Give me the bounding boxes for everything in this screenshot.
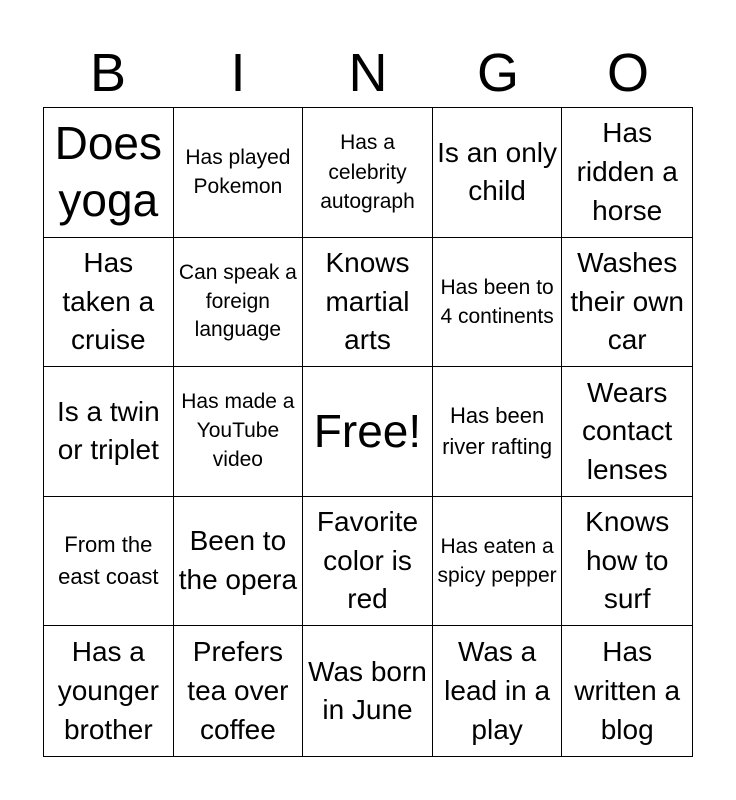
bingo-cell-r4c4[interactable] [433, 497, 563, 627]
cell-label: From the east coast [58, 532, 159, 590]
cell-label: Knows how to surf [585, 506, 670, 615]
bingo-cell-r5c3[interactable] [303, 626, 433, 756]
cell-label: Wears contact lenses [582, 376, 673, 485]
cell-label: Has made a YouTube video [181, 390, 295, 471]
bingo-board [43, 107, 693, 757]
bingo-cell-r1c5[interactable] [562, 108, 692, 238]
cell-label: Does yoga [54, 116, 162, 227]
cell-label: Has a younger brother [57, 636, 159, 745]
bingo-cell-free[interactable] [303, 367, 433, 497]
cell-label: Is an only child [437, 136, 558, 207]
cell-label: Has eaten a spicy pepper [437, 534, 557, 588]
bingo-cell-r5c2[interactable] [174, 626, 304, 756]
bingo-cell-r4c1[interactable] [44, 497, 174, 627]
bingo-cell-r1c1[interactable] [44, 108, 174, 238]
cell-label: Washes their own car [570, 246, 684, 356]
bingo-cell-r3c4[interactable] [433, 367, 563, 497]
bingo-cell-r2c5[interactable] [562, 238, 692, 368]
cell-label: Can speak a foreign language [178, 260, 297, 342]
cell-label: Prefers tea over coffee [187, 636, 289, 745]
header-letter-g: G [476, 43, 519, 103]
bingo-cell-r3c2[interactable] [174, 367, 304, 497]
free-space-label: Free! [313, 405, 422, 458]
bingo-cell-r5c5[interactable] [562, 626, 692, 756]
bingo-cell-r4c3[interactable] [303, 497, 433, 627]
cell-label: Has played Pokemon [185, 145, 291, 199]
cell-label: Has been river rafting [442, 402, 553, 460]
bingo-cell-r5c1[interactable] [44, 626, 174, 756]
header-letter-o: O [606, 43, 649, 103]
cell-label: Is a twin or triplet [56, 395, 160, 466]
header-letter-n: N [348, 43, 388, 103]
bingo-cell-r1c3[interactable] [303, 108, 433, 238]
bingo-cell-r5c4[interactable] [433, 626, 563, 756]
cell-label: Was a lead in a play [444, 636, 551, 745]
cell-label: Has been to 4 continents [440, 275, 554, 328]
bingo-cell-r4c2[interactable] [174, 497, 304, 627]
cell-label: Has taken a cruise [62, 246, 155, 356]
bingo-cell-r1c2[interactable] [174, 108, 304, 238]
cell-label: Was born in June [308, 655, 427, 726]
header-letter-b: B [89, 43, 127, 103]
bingo-cell-r2c3[interactable] [303, 238, 433, 368]
bingo-cell-r3c1[interactable] [44, 367, 174, 497]
bingo-cell-r2c2[interactable] [174, 238, 304, 368]
cell-label: Has a celebrity autograph [320, 131, 415, 213]
bingo-cell-r4c5[interactable] [562, 497, 692, 627]
cell-label: Favorite color is red [316, 506, 419, 615]
header-letter-i: I [230, 43, 246, 103]
bingo-cell-r1c4[interactable] [433, 108, 563, 238]
cell-label: Knows martial arts [325, 246, 410, 356]
cell-label: Has ridden a horse [576, 117, 678, 226]
bingo-header [43, 38, 693, 108]
bingo-cell-r3c5[interactable] [562, 367, 692, 497]
bingo-cell-r2c1[interactable] [44, 238, 174, 368]
bingo-cell-r2c4[interactable] [433, 238, 563, 368]
cell-label: Has written a blog [574, 636, 681, 745]
cell-label: Been to the opera [178, 525, 298, 596]
